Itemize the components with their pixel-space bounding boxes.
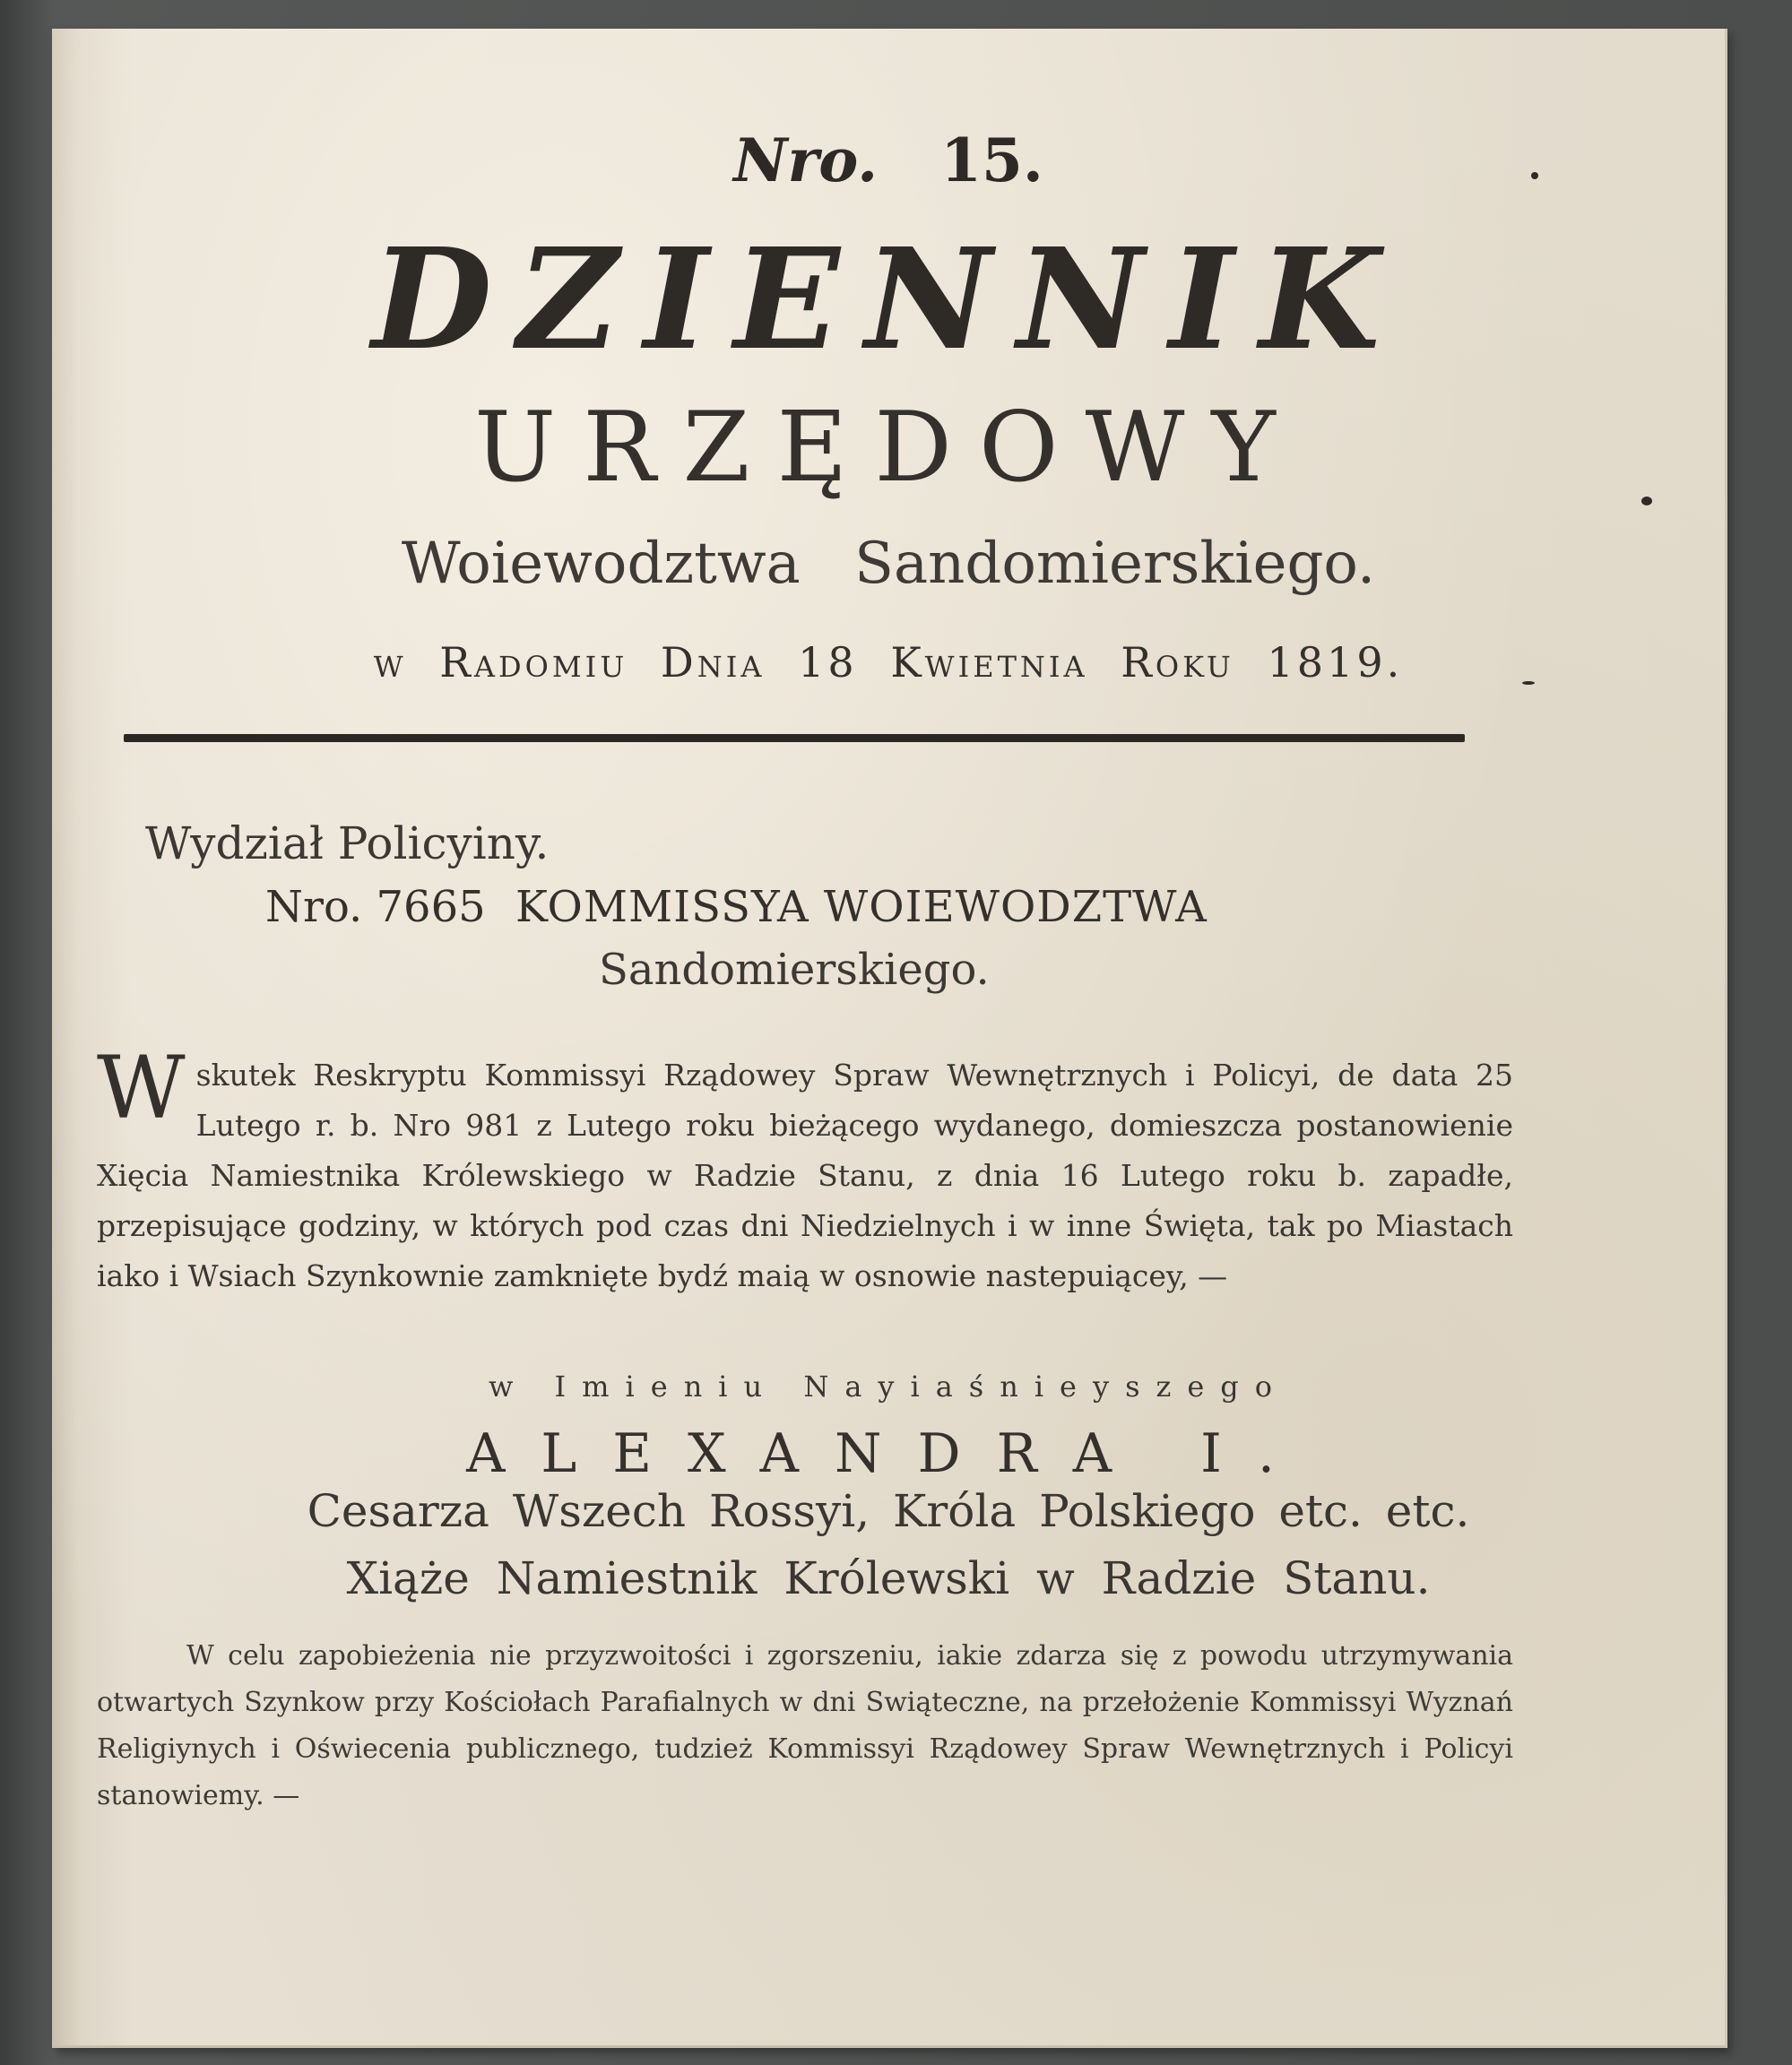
- ink-speck: [1531, 172, 1538, 179]
- reference-number: Nro. 7665: [265, 882, 486, 932]
- reference-organization-sub: Sandomierskiego.: [599, 945, 990, 995]
- proclamation-in-the-name: w Imieniu Nayiaśnieyszego: [488, 1369, 1289, 1404]
- reference-organization: KOMMISSYA WOIEWODZTWA: [515, 882, 1208, 932]
- issue-number: 15.: [940, 125, 1043, 195]
- paragraph-rescript-text: skutek Reskryptu Kommissyi Rządowey Spraw Wewnętrznych i Policyi, de data 25 Lutego r. b. Nro 981 z Lutego roku bieżącego wydanego, domieszcza postanowienie Xięcia Namiestnika Królewskiego w Radzie Stanu, z dnia 16 Lutego roku b. zapadłe, przepisujące godziny, w których pod czas dni Niedzielnych i w inne Święta, tak po Miastach iako i Wsiach Szynkownie zamknięte bydź maią w osnowie nastepuiącey, —: [97, 1058, 1513, 1293]
- document-page: [52, 29, 1727, 2048]
- masthead-subtitle: URZĘDOWY: [474, 392, 1303, 504]
- reference-line: [265, 882, 1208, 932]
- drop-cap: W: [97, 1038, 186, 1138]
- department-heading: Wydział Policyiny.: [145, 817, 550, 869]
- masthead-region: Woiewodztwa Sandomierskiego.: [401, 531, 1376, 597]
- ink-speck: [1641, 497, 1652, 505]
- proclamation-monarch: ALEXANDRA I.: [466, 1422, 1311, 1485]
- proclamation-viceroy: Xiąże Namiestnik Królewski w Radzie Stanu.: [346, 1552, 1431, 1604]
- masthead-title: DZIENNIK: [371, 217, 1406, 381]
- ink-speck: [1522, 681, 1535, 685]
- header-divider: [124, 734, 1465, 742]
- masthead-dateline: w Radomiu Dnia 18 Kwietnia Roku 1819.: [373, 638, 1404, 687]
- paragraph-rescript: [97, 1038, 1513, 1301]
- proclamation-titles: Cesarza Wszech Rossyi, Króla Polskiego etc. etc.: [307, 1485, 1470, 1537]
- issue-label: Nro.: [733, 125, 879, 195]
- issue-number-line: [52, 125, 1725, 195]
- paragraph-decree: W celu zapobieżenia nie przyzwoitości i zgorszeniu, iakie zdarza się z powodu utrzymywania otwartych Szynkow przy Kościołach Parafialnych w dni Swiąteczne, na przełożenie Kommissyi Wyznań Religiynych i Oświecenia publicznego, tudzież Kommissyi Rządowey Spraw Wewnętrznych i Policyi stanowiemy. —: [97, 1640, 1513, 1811]
